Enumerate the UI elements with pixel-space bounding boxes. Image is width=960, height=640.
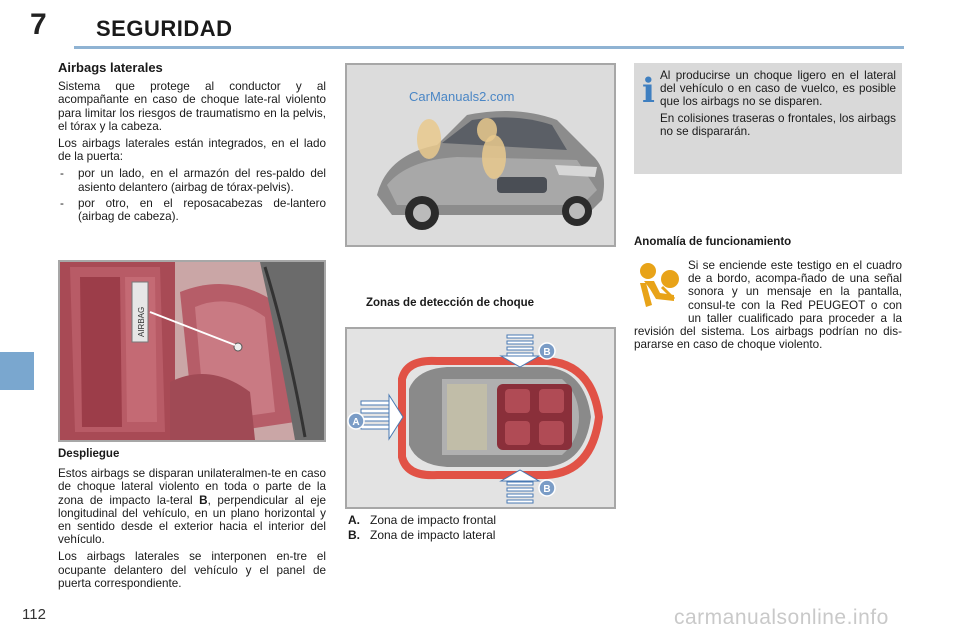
impact-zones-diagram [345,327,616,509]
legend-item [348,528,496,543]
marker-b-bottom-label: B [543,484,551,495]
side-airbags-list [58,167,326,223]
deployment-section [58,448,326,594]
info-icon: i [642,71,655,111]
marker-b-top-label: B [543,347,551,358]
airbag-tag: AIRBAG [137,306,146,337]
legend-text: Zona de impacto frontal [370,513,497,527]
zones-title: Zonas de detección de choque [366,297,535,309]
malfunction-title: Anomalía de funcionamiento [634,236,792,248]
page-number: 112 [22,606,46,623]
header-rule [74,46,904,49]
seat-illustration [60,262,324,440]
chapter-side-tab [0,352,34,390]
deployment-title: Despliegue [58,448,120,460]
deployment-para1-a: Estos airbags se disparan unilateralmen-te en caso de choque lateral violento en toda o parte de la zona de impacto la-teral [58,467,326,507]
bullet-dash: - [60,167,64,181]
malfunction-text: Si se enciende este testigo en el cuadro de a bordo, acompa-ñado de una señal sonora y un mensaje en la pantalla, consul-te con la Red PEUGEOT o con un taller cualificado para proceder a la revisión del sistema. Los airbags podrían no dis-pararse en caso de choque violento. [634,259,902,352]
deployment-zone-b: B [199,493,208,507]
car-airbags-image [345,63,616,247]
watermark-text: CarManuals2.com [409,89,515,104]
seat-airbag-image [58,260,326,442]
zones-illustration [347,329,614,507]
side-airbags-para2: Los airbags laterales están integrados, en el lado de la puerta: [58,137,326,164]
deployment-para2: Los airbags laterales se interponen en-tre el ocupante delantero del vehículo y el panel de puerta correspondiente. [58,550,326,590]
list-item [58,197,326,223]
footer-watermark: carmanualsonline.info [674,606,889,629]
legend-key: B. [348,528,360,542]
car-illustration [347,65,614,245]
list-item [58,167,326,193]
bullet-text: por un lado, en el armazón del res-paldo del asiento delantero (airbag de tórax-pelvis). [78,167,326,194]
marker-a-label: A [352,417,360,428]
legend-item [348,513,496,528]
side-airbags-section [58,61,326,226]
bullet-text: por otro, en el reposacabezas de-lantero (airbag de cabeza). [78,196,326,224]
airbag-warning-icon [634,259,682,315]
chapter-number: 7 [30,8,47,41]
legend-key: A. [348,513,360,527]
zones-legend [348,513,496,543]
side-airbags-para1: Sistema que protege al conductor y al acompañante en caso de choque late-ral violento para limitar los riesgos de traumatismo en la pelvis, el tórax y la cabeza. [58,80,326,133]
info-para1: Al producirse un choque ligero en el lateral del vehículo o en caso de vuelco, es posible que los airbags no se disparen. [660,69,896,108]
legend-text: Zona de impacto lateral [370,528,496,542]
malfunction-section [634,259,902,351]
bullet-dash: - [60,196,64,210]
chapter-title: SEGURIDAD [96,16,233,41]
side-airbags-title: Airbags laterales [58,60,163,75]
info-para2: En colisiones traseras o frontales, los airbags no se dispararán. [660,112,896,138]
info-text [660,69,896,142]
info-box [634,63,902,174]
deployment-para1-c: , perpendicular al eje longitudinal del vehículo, en un plano horizontal y en sentido desde el exterior hacia el interior del vehículo. [58,493,326,547]
deployment-para1 [58,467,326,546]
